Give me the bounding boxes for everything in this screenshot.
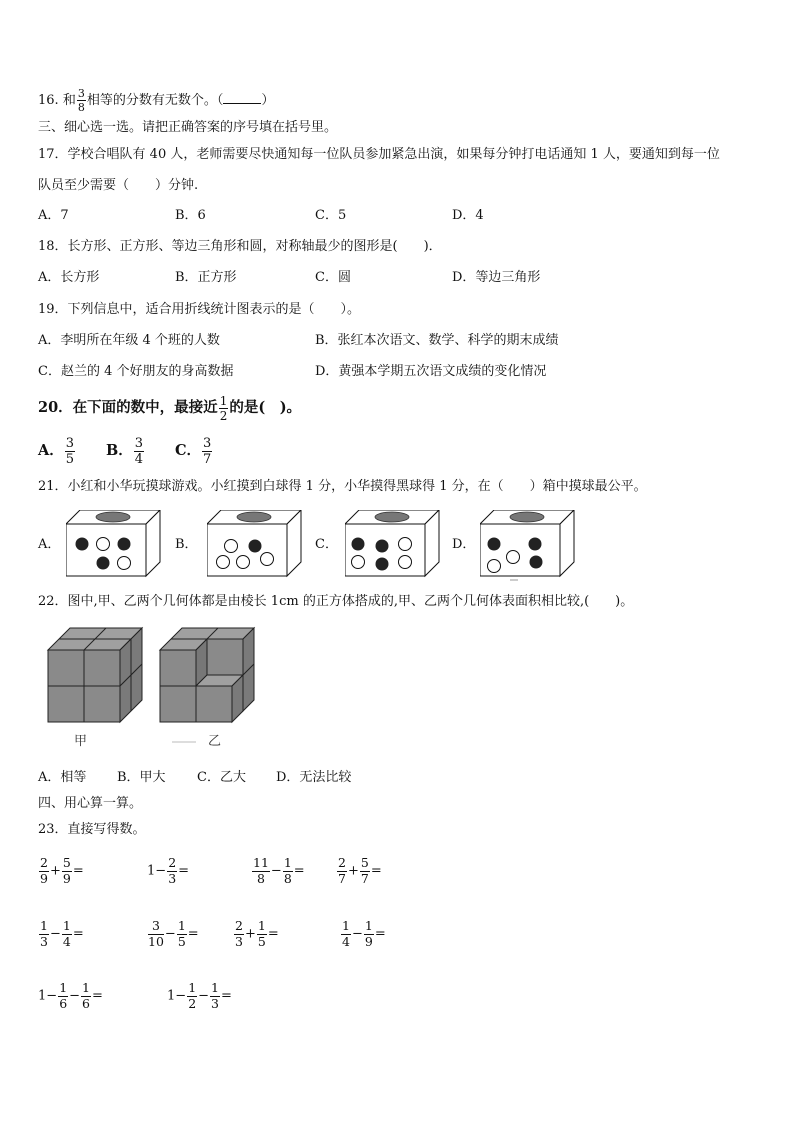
q18-option-b[interactable]: B．正方形 <box>175 270 237 285</box>
q18-option-a[interactable]: A．长方形 <box>38 270 100 285</box>
calc-1-2: 1− $\frac{2}{3}$ = <box>147 855 190 886</box>
q22-option-c[interactable]: C．乙大 <box>197 770 246 785</box>
calc-2-2: $\frac{3}{10}$ − $\frac{1}{5}$ = <box>148 918 199 949</box>
q19-option-d[interactable]: D．黄强本学期五次语文成绩的变化情况 <box>315 364 547 379</box>
q16-pre: 和 <box>62 93 76 108</box>
q20-half-fraction: $\frac{1}{2}$ <box>219 393 228 423</box>
q16-post: 相等的分数有无数个。（ <box>86 93 224 108</box>
q17-option-b[interactable]: B．6 <box>175 208 206 223</box>
q17-stem-line2: 队员至少需要（ ）分钟. <box>38 178 199 193</box>
q20-option-a[interactable]: A． $\frac{3}{5}$ <box>38 435 75 467</box>
q22-option-a[interactable]: A．相等 <box>38 770 87 785</box>
q22-label-jia: 甲 <box>74 734 88 749</box>
q22-solid-jia <box>40 622 152 754</box>
q17-stem-line1: 17．学校合唱队有 40 人，老师需要尽快通知每一位队员参加紧急出演，如果每分钟打电话通知 1 人，要通知到每一位 <box>38 147 720 162</box>
calc-1-1: $\frac{2}{9}$ + $\frac{5}{9}$ = <box>40 855 84 886</box>
calc-1-3: $\frac{11}{8}$ − $\frac{1}{8}$ = <box>253 855 305 886</box>
q21-box-c <box>345 510 441 578</box>
q21-label-a[interactable]: A． <box>38 537 61 552</box>
q21-label-d[interactable]: D． <box>452 537 476 552</box>
q20-option-c[interactable]: C． $\frac{3}{7}$ <box>175 435 212 467</box>
q21-box-d <box>480 510 576 582</box>
q17-option-a[interactable]: A．7 <box>38 208 69 223</box>
q22-solid-yi <box>152 622 264 754</box>
q16-answer-blank[interactable] <box>223 91 261 104</box>
calc-3-2: 1− $\frac{1}{2}$ − $\frac{1}{3}$ = <box>167 980 232 1011</box>
q22-option-b[interactable]: B．甲大 <box>117 770 166 785</box>
q19-option-b[interactable]: B．张红本次语文、数学、科学的期末成绩 <box>315 333 559 348</box>
q16-line: 16. 和 $\frac{3}{8}$ 相等的分数有无数个。（ ） <box>38 87 275 114</box>
calc-3-1: 1− $\frac{1}{6}$ − $\frac{1}{6}$ = <box>38 980 103 1011</box>
section4-heading: 四、用心算一算。 <box>38 796 143 811</box>
q22-label-yi: 乙 <box>208 734 222 749</box>
box-lid-hole <box>96 512 130 522</box>
q19-option-c[interactable]: C．赵兰的 4 个好朋友的身高数据 <box>38 364 234 379</box>
q21-label-c[interactable]: C． <box>315 537 338 552</box>
q16-fraction: $\frac{3}{8}$ <box>77 87 85 114</box>
q18-stem: 18．长方形、正方形、等边三角形和圆，对称轴最少的图形是( )． <box>38 239 442 254</box>
calc-2-1: $\frac{1}{3}$ − $\frac{1}{4}$ = <box>40 918 84 949</box>
calc-2-3: $\frac{2}{3}$ + $\frac{1}{5}$ = <box>235 918 279 949</box>
calc-2-4: $\frac{1}{4}$ − $\frac{1}{9}$ = <box>342 918 386 949</box>
q19-stem: 19．下列信息中，适合用折线统计图表示的是（ ）。 <box>38 302 361 317</box>
q20-option-b[interactable]: B． $\frac{3}{4}$ <box>106 435 144 467</box>
q23-stem: 23．直接写得数。 <box>38 822 146 837</box>
q18-option-c[interactable]: C．圆 <box>315 270 351 285</box>
q20-stem: 20．在下面的数中，最接近 $\frac{1}{2}$ 的是( )。 <box>38 393 302 423</box>
calc-1-4: $\frac{2}{7}$ + $\frac{5}{7}$ = <box>338 855 382 886</box>
q19-option-a[interactable]: A．李明所在年级 4 个班的人数 <box>38 333 220 348</box>
q18-option-d[interactable]: D．等边三角形 <box>452 270 541 285</box>
q16-number: 16. <box>38 93 59 108</box>
q17-option-d[interactable]: D．4 <box>452 208 484 223</box>
q21-stem: 21．小红和小华玩摸球游戏。小红摸到白球得 1 分，小华摸得黑球得 1 分，在（ ）箱中摸球最公平。 <box>38 479 647 494</box>
section3-heading: 三、细心选一选。请把正确答案的序号填在括号里。 <box>38 120 338 135</box>
q21-label-b[interactable]: B． <box>175 537 198 552</box>
q21-box-a <box>66 510 162 578</box>
q17-option-c[interactable]: C．5 <box>315 208 347 223</box>
q22-option-d[interactable]: D．无法比较 <box>276 770 352 785</box>
q22-stem: 22．图中,甲、乙两个几何体都是由棱长 1cm 的正方体搭成的,甲、乙两个几何体表面积相比较,( )。 <box>38 594 634 609</box>
q21-box-b <box>207 510 303 578</box>
